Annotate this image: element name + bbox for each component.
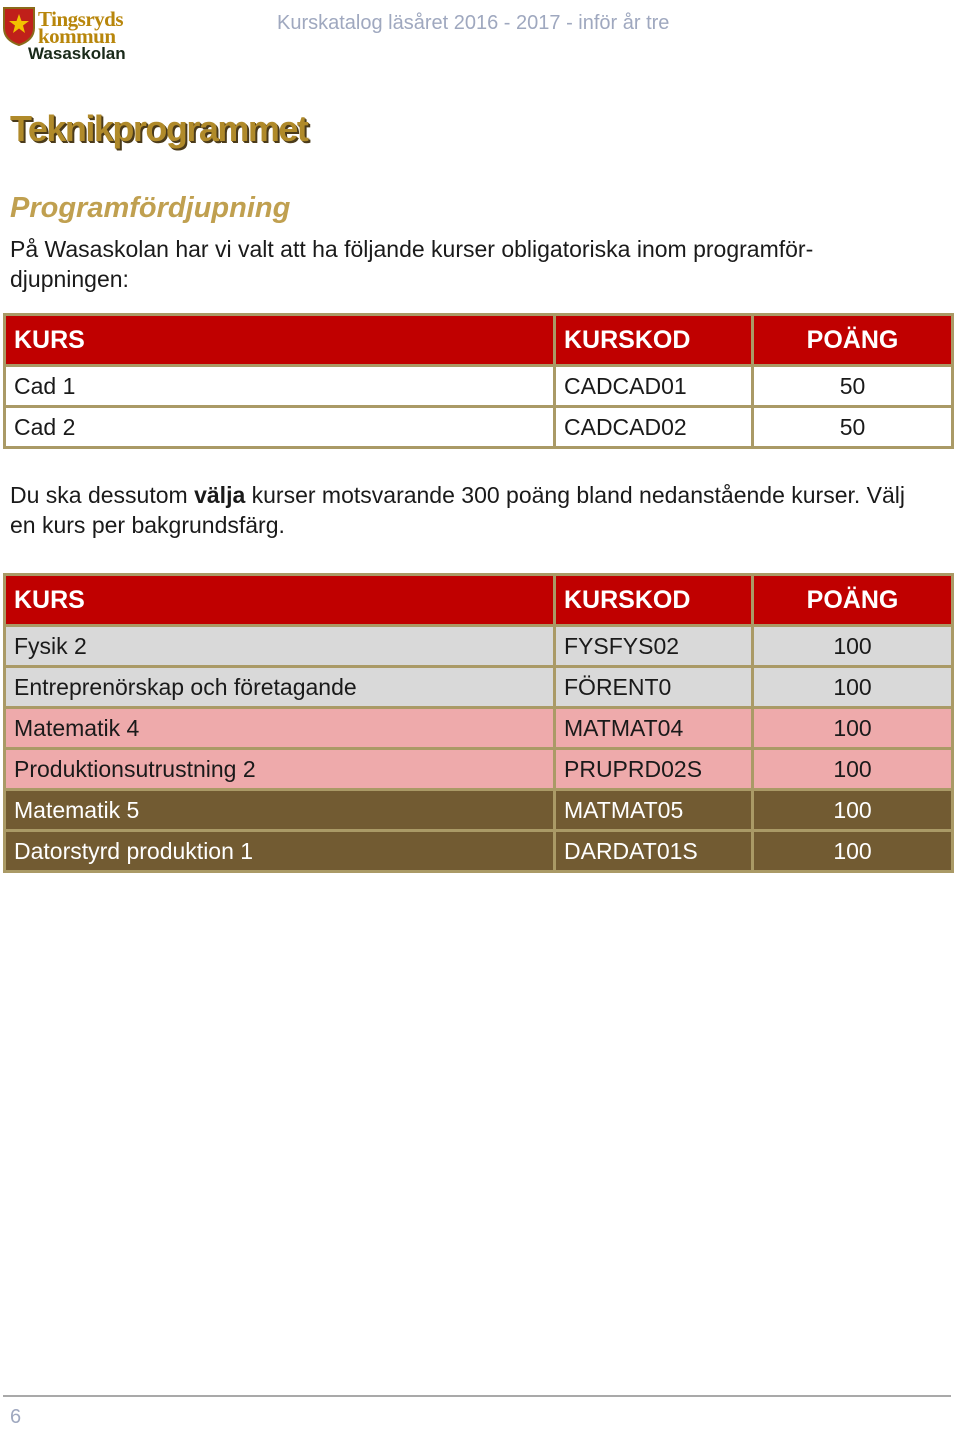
elective-text-after: kurser motsvarande 300 poäng bland nedanstående kurser. Välj en kurs per bakgrundsfärg. <box>10 482 906 538</box>
course-name-cell: Produktionsutrustning 2 <box>5 749 555 790</box>
elective-text-bold: välja <box>194 482 246 508</box>
course-points-cell: 100 <box>753 831 953 872</box>
column-header-points: POÄNG <box>753 575 953 626</box>
course-name-cell: Matematik 5 <box>5 790 555 831</box>
page-header <box>0 0 960 70</box>
footer-divider <box>3 1395 951 1397</box>
elective-instructions <box>10 480 910 540</box>
course-code-cell: CADCAD01 <box>555 366 753 407</box>
column-header-course: KURS <box>5 575 555 626</box>
course-code-cell: DARDAT01S <box>555 831 753 872</box>
course-points-cell: 50 <box>753 366 953 407</box>
table-row <box>5 407 953 448</box>
course-points-cell: 100 <box>753 749 953 790</box>
column-header-code: KURSKOD <box>555 315 753 366</box>
table-row <box>5 708 953 749</box>
logo-text-tingsryds: Tingsryds <box>38 7 123 31</box>
mandatory-courses-table <box>3 313 954 449</box>
course-name-cell: Datorstyrd produktion 1 <box>5 831 555 872</box>
table-header-row <box>5 315 953 366</box>
section-heading: Programfördjupning <box>10 192 291 224</box>
table-row <box>5 749 953 790</box>
course-code-cell: MATMAT04 <box>555 708 753 749</box>
course-code-cell: CADCAD02 <box>555 407 753 448</box>
page-title: Teknikprogrammet <box>10 108 308 149</box>
course-name-cell: Entreprenörskap och företagande <box>5 667 555 708</box>
course-name-cell: Matematik 4 <box>5 708 555 749</box>
table-row <box>5 366 953 407</box>
course-name-cell: Cad 2 <box>5 407 555 448</box>
course-code-cell: FÖRENT0 <box>555 667 753 708</box>
page-number: 6 <box>10 1406 22 1428</box>
column-header-course: KURS <box>5 315 555 366</box>
intro-paragraph: På Wasaskolan har vi valt att ha följande kurser obligatoriska inom programför-djupningen: <box>10 236 814 292</box>
course-points-cell: 100 <box>753 790 953 831</box>
course-name-cell: Fysik 2 <box>5 626 555 667</box>
course-code-cell: PRUPRD02S <box>555 749 753 790</box>
logo-text-kommun: kommun <box>38 24 116 48</box>
course-points-cell: 100 <box>753 667 953 708</box>
school-logo <box>2 6 137 64</box>
column-header-code: KURSKOD <box>555 575 753 626</box>
elective-courses-table <box>3 573 954 873</box>
elective-text-before: Du ska dessutom <box>10 482 195 508</box>
course-name-cell: Cad 1 <box>5 366 555 407</box>
column-header-points: POÄNG <box>753 315 953 366</box>
logo-text-wasaskolan: Wasaskolan <box>28 44 126 63</box>
table-row <box>5 831 953 872</box>
table-row <box>5 790 953 831</box>
course-points-cell: 100 <box>753 708 953 749</box>
table-header-row <box>5 575 953 626</box>
course-code-cell: FYSFYS02 <box>555 626 753 667</box>
table-row <box>5 667 953 708</box>
table-row <box>5 626 953 667</box>
course-code-cell: MATMAT05 <box>555 790 753 831</box>
document-header-title: Kurskatalog läsåret 2016 - 2017 - inför år tre <box>277 12 670 34</box>
course-points-cell: 100 <box>753 626 953 667</box>
crest-icon <box>2 6 36 46</box>
course-points-cell: 50 <box>753 407 953 448</box>
